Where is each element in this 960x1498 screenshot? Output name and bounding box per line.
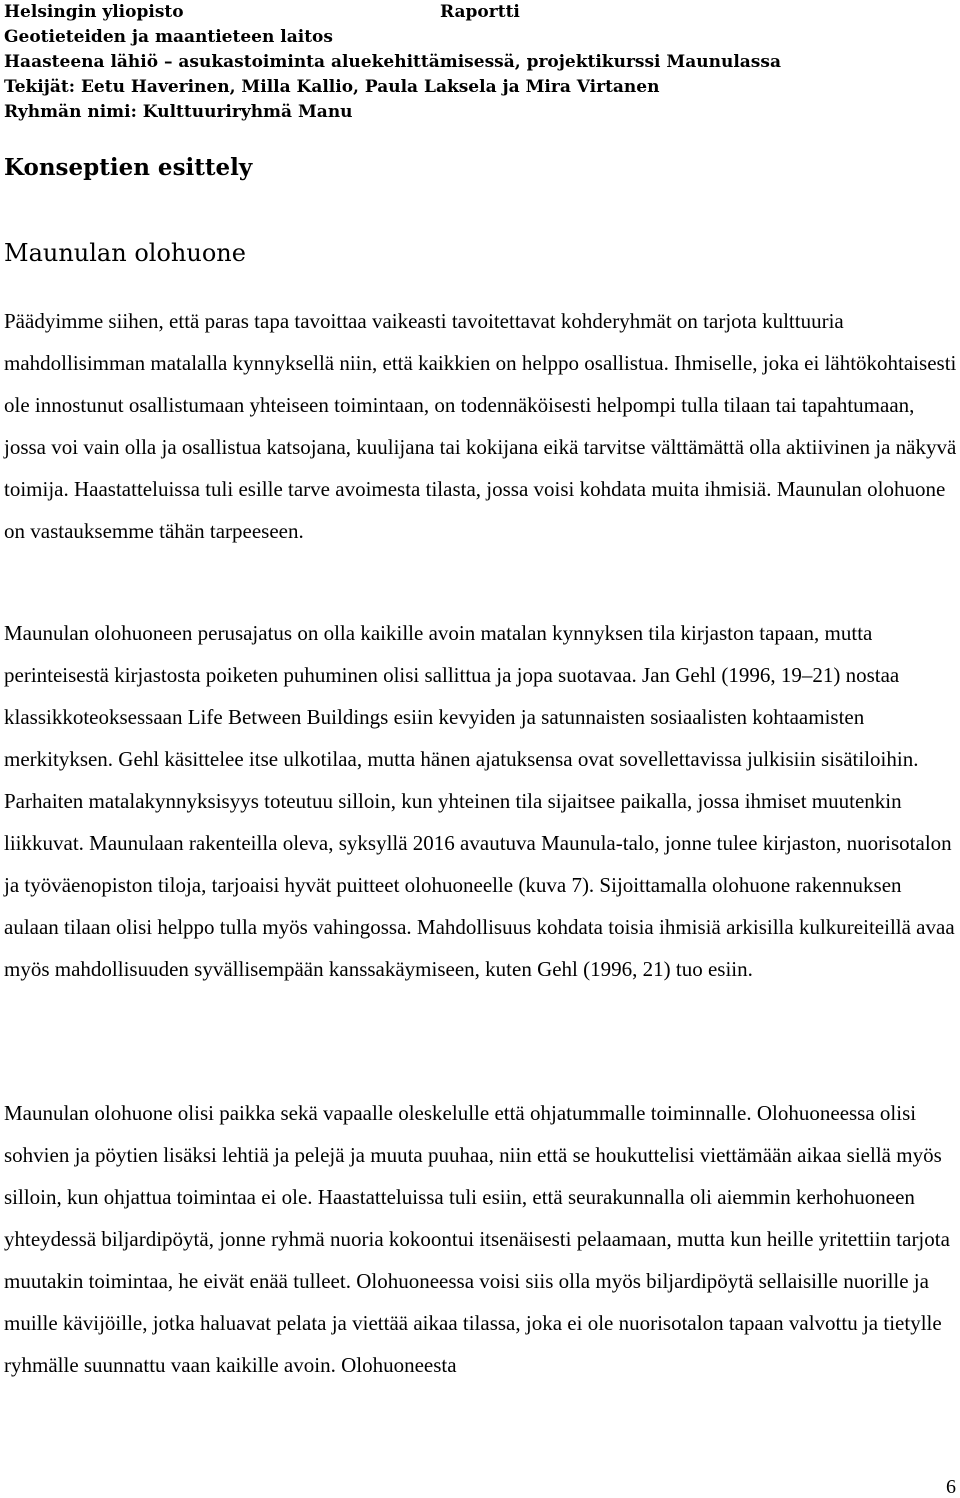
report-header	[4, 0, 944, 125]
body-paragraph-1: Päädyimme siihen, että paras tapa tavoittaa vaikeasti tavoitettavat kohderyhmät on tarjota kulttuuria mahdollisimman matalalla kynnyksellä niin, että kaikkien on helppo osallistua. Ihmiselle, joka ei lähtökohtaisesti ole innostunut osallistumaan yhteiseen toimintaan, on todennäköisesti helpompi tulla tilaan tai tapahtumaan, jossa voi vain olla ja osallistua katsojana, kuulijana tai kokijana eikä tarvitse välttämättä olla aktiivinen ja näkyvä toimija. Haastatteluissa tuli esille tarve avoimesta tilasta, jossa voisi kohdata muita ihmisiä. Maunulan olohuone on vastauksemme tähän tarpeeseen.	[4, 309, 957, 543]
body-paragraph-2: Maunulan olohuoneen perusajatus on olla kaikille avoin matalan kynnyksen tila kirjaston tapaan, mutta perinteisestä kirjastosta poiketen puhuminen olisi sallittua ja jopa suotavaa. Jan Gehl (1996, 19–21) nostaa klassikkoteoksessaan Life Between Buildings esiin kevyiden ja satunnaisten sosiaalisten kohtaamisten merkityksen. Gehl käsittelee itse ulkotilaa, mutta hänen ajatuksensa ovat sovellettavissa julkisiin sisätiloihin. Parhaiten matalakynnyksisyys toteutuu silloin, kun yhteinen tila sijaitsee paikalla, jossa ihmiset muutenkin liikkuvat. Maunulaan rakenteilla oleva, syksyllä 2016 avautuva Maunula-talo, jonne tulee kirjaston, nuorisotalon ja työväenopiston tiloja, tarjoaisi hyvät puitteet olohuoneelle (kuva 7). Sijoittamalla olohuone rakennuksen aulaan tilaan olisi helppo tulla myös vahingossa. Mahdollisuus kohdata toisia ihmisiä arkisilla kulkureiteillä avaa myös mahdollisuuden syvällisempään kanssakäymiseen, kuten Gehl (1996, 21) tuo esiin.	[4, 621, 955, 981]
group-name: Ryhmän nimi: Kulttuuriryhmä Manu	[4, 102, 353, 122]
section-title: Konseptien esittely	[4, 154, 253, 181]
document-type: Raportti	[440, 2, 520, 22]
page-number: 6	[946, 1476, 956, 1498]
department-name: Geotieteiden ja maantieteen laitos	[4, 27, 333, 47]
body-paragraph-3: Maunulan olohuone olisi paikka sekä vapaalle oleskelulle että ohjatummalle toiminnalle. Olohuoneessa olisi sohvien ja pöytien lisäksi lehtiä ja pelejä ja muuta puuhaa, niin että se houkuttelisi viettämään aikaa siellä myös silloin, kun ohjattua toimintaa ei ole. Haastatteluissa tuli esiin, että seurakunnalla oli aiemmin kerhohuoneen yhteydessä biljardipöytä, jonne ryhmä nuoria kokoontui itsenäisesti pelaamaan, mutta kun heille yritettiin tarjota muutakin toimintaa, he eivät enää tulleet. Olohuoneessa voisi siis olla myös biljardipöytä sellaisille nuorille ja muille kävijöille, jotka haluavat pelata ja viettää aikaa tilassa, joka ei ole nuorisotalon tapaan valvottu ja tietylle ryhmälle suunnattu vaan kaikille avoin. Olohuoneesta	[4, 1101, 950, 1377]
university-name: Helsingin yliopisto	[4, 2, 184, 22]
authors-line: Tekijät: Eetu Haverinen, Milla Kallio, Paula Laksela ja Mira Virtanen	[4, 77, 660, 97]
course-name: Haasteena lähiö – asukastoiminta aluekehittämisessä, projektikurssi Maunulassa	[4, 52, 781, 72]
header-line-1	[4, 0, 944, 25]
subsection-title: Maunulan olohuone	[4, 239, 246, 267]
